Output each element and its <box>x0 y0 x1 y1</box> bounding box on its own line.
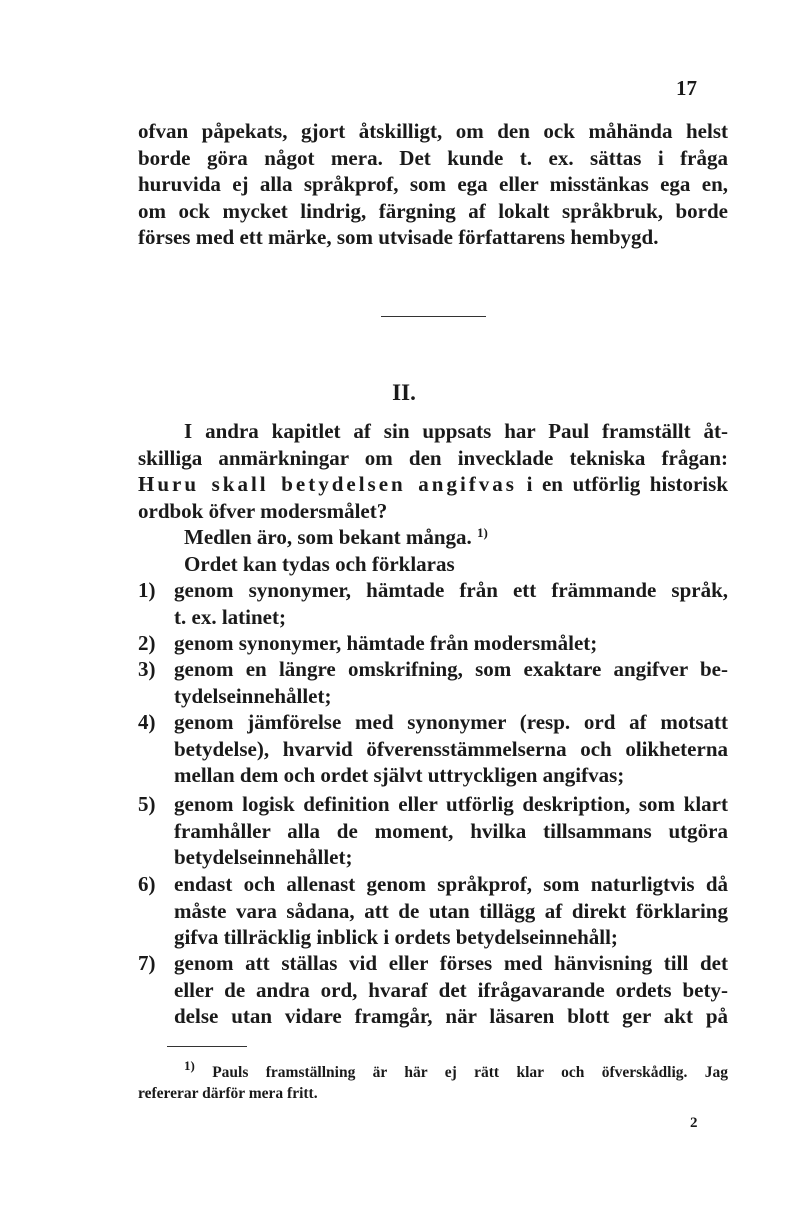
list-item <box>138 871 728 951</box>
text-line: betydelseinnehållet; <box>174 845 353 869</box>
list-number: 6) <box>138 872 156 896</box>
intro-paragraph <box>138 118 728 251</box>
list-number: 3) <box>138 657 156 681</box>
section-divider <box>381 316 486 317</box>
text-line: gifva tillräcklig inblick i ordets betydelseinnehåll; <box>174 925 618 949</box>
list-item <box>138 577 728 630</box>
list-number: 2) <box>138 631 156 655</box>
text-line: skilliga anmärkningar om den invecklade tekniska frågan: <box>138 445 728 470</box>
text-line: ordbok öfver modersmålet? <box>138 498 388 523</box>
text-line: mellan dem och ordet självt uttryckligen angifvas; <box>174 763 625 787</box>
text-line: Ordet kan tydas och förklaras <box>184 551 455 576</box>
footnote-reference: 1) <box>477 525 488 540</box>
text-line: måste vara sådana, att de utan tillägg af direkt förklaring <box>174 898 728 923</box>
text-line: t. ex. latinet; <box>174 604 286 629</box>
footnote-text: Pauls framställning är här ej rätt klar och öfverskådlig. Jag <box>212 1064 728 1081</box>
text-line: I andra kapitlet af sin uppsats har Paul framställt åt- <box>184 419 728 443</box>
text-line: huruvida ej alla språkprof, som ega eller misstänkas ega en, <box>138 172 728 196</box>
text-line: genom en längre omskrifning, som exaktare angifver be- <box>174 657 728 681</box>
section-paragraph <box>138 418 728 577</box>
list-item <box>138 791 728 871</box>
text-line: genom logisk definition eller utförlig deskription, som klart <box>174 792 728 816</box>
text-line: genom att ställas vid eller förses med hänvisning till det <box>174 951 728 975</box>
text-line: om ock mycket lindrig, färgning af lokalt språkbruk, borde <box>138 198 728 223</box>
text-line: ofvan påpekats, gjort åtskilligt, om den ock måhända helst <box>138 119 728 143</box>
list-number: 5) <box>138 792 156 816</box>
text-line: betydelse), hvarvid öfverensstämmelserna och olikheterna <box>174 736 728 761</box>
text-line: genom jämförelse med synonymer (resp. ord af motsatt <box>174 710 728 734</box>
page-number: 17 <box>676 76 697 100</box>
text-line: eller de andra ord, hvaraf det ifrågavarande ordets bety- <box>174 977 728 1002</box>
list-number: 1) <box>138 578 156 602</box>
text-fragment: Medlen äro, som bekant många. <box>184 525 472 549</box>
footnote-line <box>138 1058 728 1083</box>
text-line: genom synonymer, hämtade från ett främmande språk, <box>174 578 728 602</box>
text-fragment: i en utförlig historisk <box>526 472 728 496</box>
list-item <box>138 656 728 709</box>
section-heading: II. <box>392 380 416 405</box>
text-line: framhåller alla de moment, hvilka tillsammans utgöra <box>174 818 728 843</box>
text-line-spaced <box>138 471 728 498</box>
list-item <box>138 630 728 657</box>
list-number: 7) <box>138 951 156 975</box>
text-line: tydelseinnehållet; <box>174 683 332 708</box>
signature-mark: 2 <box>690 1115 698 1131</box>
text-line: genom synonymer, hämtade från modersmålet; <box>174 631 598 655</box>
footnote-marker: 1) <box>184 1058 195 1073</box>
text-line: förses med ett märke, som utvisade författarens hembygd. <box>138 225 659 249</box>
text-line: borde göra något mera. Det kunde t. ex. sättas i fråga <box>138 145 728 170</box>
text-line: delse utan vidare framgår, när läsaren blott ger akt på <box>174 1004 728 1028</box>
footnote <box>138 1058 728 1104</box>
list-number: 4) <box>138 710 156 734</box>
footnote-line: refererar därför mera fritt. <box>138 1085 318 1102</box>
spaced-emphasis: Huru skall betydelsen angifvas <box>138 472 517 496</box>
list-item <box>138 950 728 1030</box>
text-line: endast och allenast genom språkprof, som naturligtvis då <box>174 872 728 896</box>
list-item <box>138 709 728 789</box>
footnote-divider <box>167 1046 247 1047</box>
text-line <box>138 524 728 551</box>
